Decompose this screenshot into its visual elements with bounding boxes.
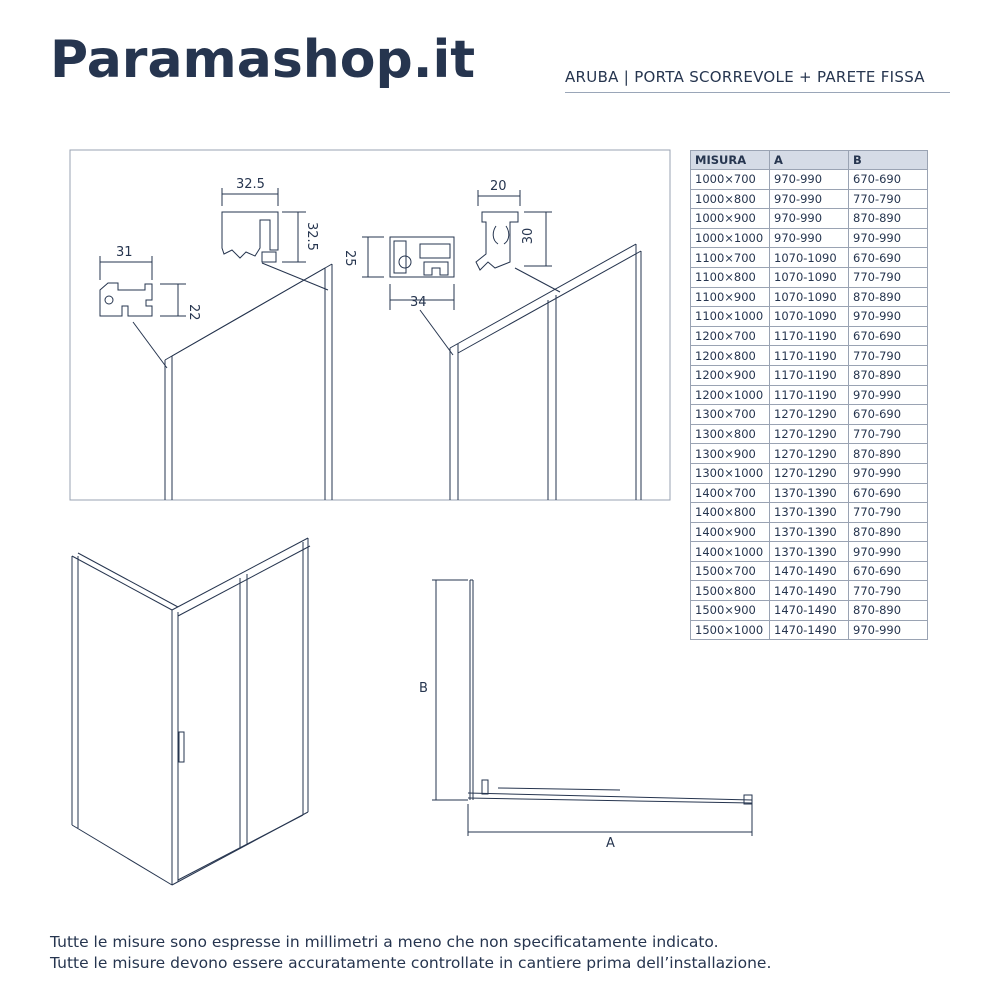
cell-b: 770-790 bbox=[849, 267, 928, 287]
cell-misura: 1400×800 bbox=[691, 503, 770, 523]
enclosure-isometric-view bbox=[72, 538, 310, 885]
cell-a: 1270-1290 bbox=[770, 405, 849, 425]
table-row bbox=[691, 424, 928, 444]
cell-b: 670-690 bbox=[849, 170, 928, 190]
sizes-table bbox=[690, 150, 928, 640]
brand-logo: Paramashop.it bbox=[50, 30, 476, 90]
table-row bbox=[691, 503, 928, 523]
cell-a: 1170-1190 bbox=[770, 326, 849, 346]
table-row bbox=[691, 463, 928, 483]
dim-label: 31 bbox=[116, 245, 133, 260]
dim-label: 30 bbox=[521, 227, 536, 245]
table-row bbox=[691, 189, 928, 209]
table-row bbox=[691, 267, 928, 287]
cell-a: 1070-1090 bbox=[770, 267, 849, 287]
cell-b: 970-990 bbox=[849, 385, 928, 405]
cell-misura: 1400×900 bbox=[691, 522, 770, 542]
product-subtitle: ARUBA | PORTA SCORREVOLE + PARETE FISSA bbox=[565, 68, 950, 93]
cell-a: 1270-1290 bbox=[770, 424, 849, 444]
cell-b: 870-890 bbox=[849, 209, 928, 229]
profile-detail-panel bbox=[70, 150, 670, 500]
cell-a: 1470-1490 bbox=[770, 581, 849, 601]
table-row bbox=[691, 346, 928, 366]
cell-a: 1370-1390 bbox=[770, 542, 849, 562]
cell-misura: 1100×700 bbox=[691, 248, 770, 268]
cell-b: 770-790 bbox=[849, 503, 928, 523]
table-row bbox=[691, 444, 928, 464]
cell-b: 970-990 bbox=[849, 463, 928, 483]
cell-misura: 1000×900 bbox=[691, 209, 770, 229]
dim-label: 22 bbox=[186, 304, 201, 321]
cell-a: 1170-1190 bbox=[770, 385, 849, 405]
dimension-labels bbox=[116, 177, 615, 851]
cell-b: 970-990 bbox=[849, 307, 928, 327]
detail-enclosure-lines bbox=[165, 244, 641, 500]
cell-misura: 1000×800 bbox=[691, 189, 770, 209]
cell-a: 970-990 bbox=[770, 170, 849, 190]
table-row bbox=[691, 365, 928, 385]
cell-a: 1470-1490 bbox=[770, 561, 849, 581]
cell-misura: 1300×900 bbox=[691, 444, 770, 464]
footer-notes bbox=[50, 932, 771, 974]
cell-b: 870-890 bbox=[849, 444, 928, 464]
column-header-a: A bbox=[770, 151, 849, 170]
table-row bbox=[691, 405, 928, 425]
cell-a: 970-990 bbox=[770, 228, 849, 248]
dim-label: 25 bbox=[342, 250, 357, 267]
column-header-misura: MISURA bbox=[691, 151, 770, 170]
cell-b: 770-790 bbox=[849, 581, 928, 601]
cell-b: 670-690 bbox=[849, 483, 928, 503]
plan-label-a: A bbox=[606, 836, 615, 851]
profile-section-left bbox=[100, 256, 186, 316]
cell-misura: 1100×1000 bbox=[691, 307, 770, 327]
table-row bbox=[691, 228, 928, 248]
cell-a: 970-990 bbox=[770, 189, 849, 209]
dim-label: 20 bbox=[490, 179, 507, 194]
dim-label: 32.5 bbox=[304, 222, 319, 251]
cell-b: 870-890 bbox=[849, 522, 928, 542]
cell-misura: 1100×800 bbox=[691, 267, 770, 287]
cell-b: 770-790 bbox=[849, 189, 928, 209]
dim-label: 34 bbox=[410, 295, 427, 310]
cell-b: 670-690 bbox=[849, 326, 928, 346]
cell-misura: 1000×700 bbox=[691, 170, 770, 190]
cell-b: 870-890 bbox=[849, 365, 928, 385]
column-header-b: B bbox=[849, 151, 928, 170]
cell-a: 970-990 bbox=[770, 209, 849, 229]
cell-misura: 1500×1000 bbox=[691, 620, 770, 640]
table-row bbox=[691, 601, 928, 621]
cell-misura: 1000×1000 bbox=[691, 228, 770, 248]
cell-misura: 1200×1000 bbox=[691, 385, 770, 405]
table-header-row bbox=[691, 151, 928, 170]
cell-misura: 1500×800 bbox=[691, 581, 770, 601]
cell-misura: 1500×900 bbox=[691, 601, 770, 621]
footer-note-1: Tutte le misure sono espresse in millimetri a meno che non specificatamente indicato. bbox=[50, 933, 719, 951]
cell-misura: 1300×800 bbox=[691, 424, 770, 444]
table-row bbox=[691, 209, 928, 229]
cell-a: 1370-1390 bbox=[770, 483, 849, 503]
cell-b: 970-990 bbox=[849, 620, 928, 640]
cell-b: 870-890 bbox=[849, 287, 928, 307]
plan-label-b: B bbox=[419, 681, 428, 696]
cell-b: 870-890 bbox=[849, 601, 928, 621]
cell-misura: 1100×900 bbox=[691, 287, 770, 307]
cell-b: 670-690 bbox=[849, 561, 928, 581]
table-row bbox=[691, 326, 928, 346]
table-row bbox=[691, 542, 928, 562]
cell-a: 1070-1090 bbox=[770, 307, 849, 327]
table-row bbox=[691, 581, 928, 601]
cell-b: 970-990 bbox=[849, 542, 928, 562]
cell-b: 670-690 bbox=[849, 405, 928, 425]
cell-a: 1270-1290 bbox=[770, 444, 849, 464]
table-body bbox=[691, 170, 928, 640]
footer-note-2: Tutte le misure devono essere accuratamente controllate in cantiere prima dell’installazione. bbox=[50, 954, 772, 972]
cell-b: 970-990 bbox=[849, 228, 928, 248]
cell-a: 1370-1390 bbox=[770, 522, 849, 542]
cell-misura: 1400×700 bbox=[691, 483, 770, 503]
cell-a: 1170-1190 bbox=[770, 346, 849, 366]
table-row bbox=[691, 620, 928, 640]
cell-misura: 1300×1000 bbox=[691, 463, 770, 483]
cell-misura: 1200×700 bbox=[691, 326, 770, 346]
cell-a: 1170-1190 bbox=[770, 365, 849, 385]
table-row bbox=[691, 561, 928, 581]
cell-misura: 1300×700 bbox=[691, 405, 770, 425]
cell-a: 1270-1290 bbox=[770, 463, 849, 483]
cell-misura: 1400×1000 bbox=[691, 542, 770, 562]
table-row bbox=[691, 522, 928, 542]
table-row bbox=[691, 170, 928, 190]
profile-section-top bbox=[222, 188, 306, 262]
cell-a: 1070-1090 bbox=[770, 248, 849, 268]
cell-a: 1070-1090 bbox=[770, 287, 849, 307]
cell-a: 1470-1490 bbox=[770, 601, 849, 621]
profile-section-middle bbox=[362, 237, 454, 310]
table-row bbox=[691, 385, 928, 405]
profile-section-right bbox=[476, 190, 552, 270]
cell-misura: 1200×800 bbox=[691, 346, 770, 366]
cell-a: 1470-1490 bbox=[770, 620, 849, 640]
cell-b: 770-790 bbox=[849, 346, 928, 366]
cell-b: 670-690 bbox=[849, 248, 928, 268]
cell-misura: 1500×700 bbox=[691, 561, 770, 581]
cell-a: 1370-1390 bbox=[770, 503, 849, 523]
table-row bbox=[691, 483, 928, 503]
cell-b: 770-790 bbox=[849, 424, 928, 444]
table-row bbox=[691, 248, 928, 268]
dim-label: 32.5 bbox=[236, 177, 265, 192]
table-row bbox=[691, 307, 928, 327]
cell-misura: 1200×900 bbox=[691, 365, 770, 385]
table-row bbox=[691, 287, 928, 307]
